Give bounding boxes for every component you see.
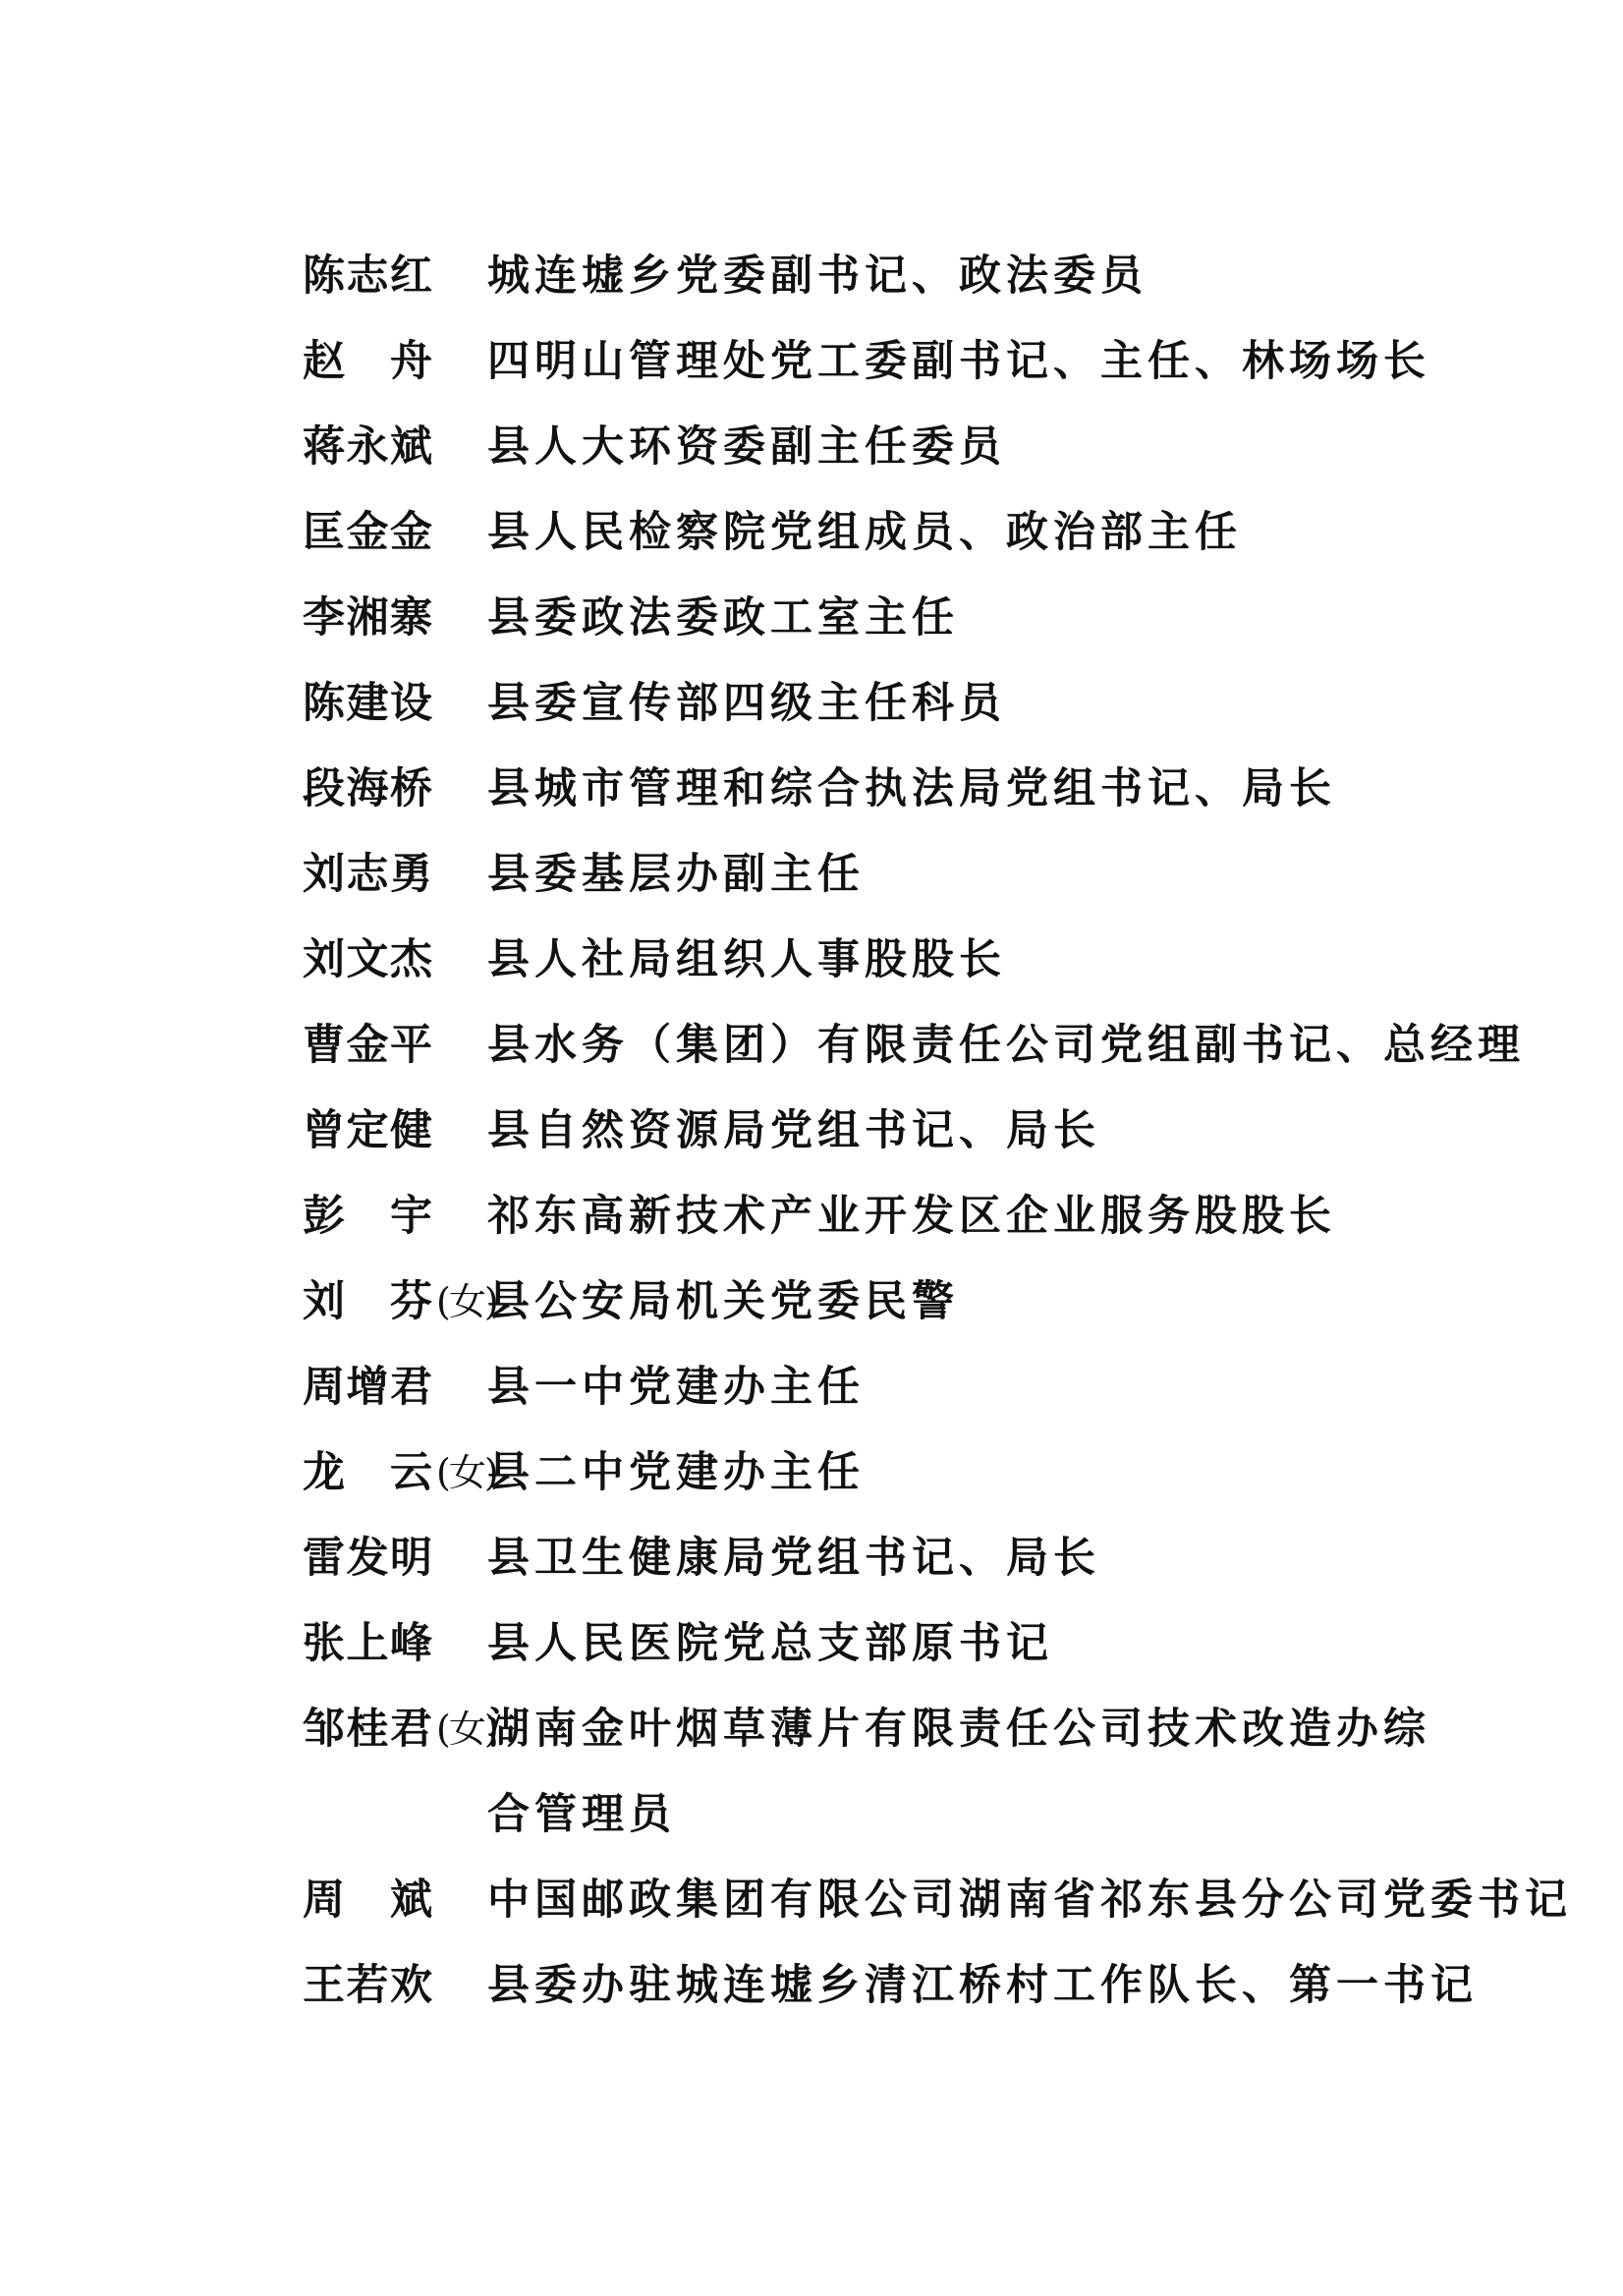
person-title: 县人民医院党总支部原书记: [487, 1619, 1053, 1668]
person-name: 周 增 君: [303, 1363, 432, 1412]
list-item: [303, 1526, 1442, 1611]
list-item: [303, 329, 1442, 415]
person-name: 王 若 欢: [303, 1961, 432, 2010]
list-item: [303, 415, 1442, 500]
person-name: 彭 宇: [303, 1192, 432, 1241]
list-item: [303, 1697, 1442, 1868]
list-item: [303, 586, 1442, 671]
list-item: [303, 1355, 1442, 1440]
person-name: 陈 建 设: [303, 679, 432, 728]
person-title: 县公安局机关党委民警: [487, 1277, 959, 1326]
person-title: 县人社局组织人事股股长: [487, 935, 1006, 984]
list-item: [303, 842, 1442, 927]
list-item: [303, 671, 1442, 756]
person-name: 龙 云: [303, 1448, 432, 1497]
list-item: [303, 1184, 1442, 1269]
person-title: 城连墟乡党委副书记、政法委员: [487, 252, 1147, 301]
person-title: 县委办驻城连墟乡清江桥村工作队长、第一书记: [487, 1961, 1478, 2010]
person-name: 匡 金 金: [303, 508, 432, 557]
person-name: 曹 金 平: [303, 1021, 432, 1070]
person-title: 县自然资源局党组书记、局长: [487, 1106, 1100, 1155]
person-title: 县二中党建办主任: [487, 1448, 865, 1497]
list-item: [303, 1098, 1442, 1184]
list-item: [303, 927, 1442, 1013]
person-name: 雷 发 明: [303, 1534, 432, 1583]
person-title: 县一中党建办主任: [487, 1363, 865, 1412]
list-item: [303, 500, 1442, 586]
list-item: [303, 1440, 1442, 1526]
person-name: 李 湘 寨: [303, 593, 432, 643]
person-title: 县水务（集团）有限责任公司党组副书记、总经理: [487, 1021, 1525, 1070]
person-name: 刘 芬: [303, 1277, 432, 1326]
gender-note: (女): [436, 1708, 497, 1751]
list-item: [303, 1868, 1572, 1953]
person-title: 县委宣传部四级主任科员: [487, 679, 1006, 728]
list-item: [303, 756, 1442, 842]
gender-note: (女): [436, 1451, 497, 1494]
gender-note: (女): [436, 1280, 497, 1323]
list-item: [303, 1013, 1525, 1098]
person-title: 四明山管理处党工委副书记、主任、林场场长: [487, 337, 1430, 386]
list-item: [303, 1953, 1478, 2039]
person-title: 祁东高新技术产业开发区企业服务股股长: [487, 1192, 1336, 1241]
person-name: 周 斌: [303, 1876, 432, 1925]
person-name: 陈 志 红: [303, 252, 432, 301]
person-title: 湖南金叶烟草薄片有限责任公司技术改造办综合管理员: [487, 1705, 1430, 1839]
list-item: [303, 244, 1442, 329]
person-name: 赵 舟: [303, 337, 432, 386]
person-title: 县卫生健康局党组书记、局长: [487, 1534, 1100, 1583]
list-item: [303, 1611, 1442, 1697]
person-name: 段 海 桥: [303, 764, 432, 813]
person-name: 邹 桂 君: [303, 1705, 432, 1754]
person-name: 刘 文 杰: [303, 935, 432, 984]
person-title: 县委基层办副主任: [487, 850, 865, 899]
person-title: 县人大环资委副主任委员: [487, 422, 1006, 472]
person-name: 张 上 峰: [303, 1619, 432, 1668]
personnel-list: [303, 244, 1572, 2039]
person-name: 蒋 永 斌: [303, 422, 432, 472]
list-item: [303, 1269, 1442, 1355]
person-name: 曾 定 健: [303, 1106, 432, 1155]
person-title: 县人民检察院党组成员、政治部主任: [487, 508, 1242, 557]
person-name: 刘 志 勇: [303, 850, 432, 899]
person-title: 县委政法委政工室主任: [487, 593, 959, 643]
person-title: 中国邮政集团有限公司湖南省祁东县分公司党委书记: [487, 1876, 1572, 1925]
person-title: 县城市管理和综合执法局党组书记、局长: [487, 764, 1336, 813]
